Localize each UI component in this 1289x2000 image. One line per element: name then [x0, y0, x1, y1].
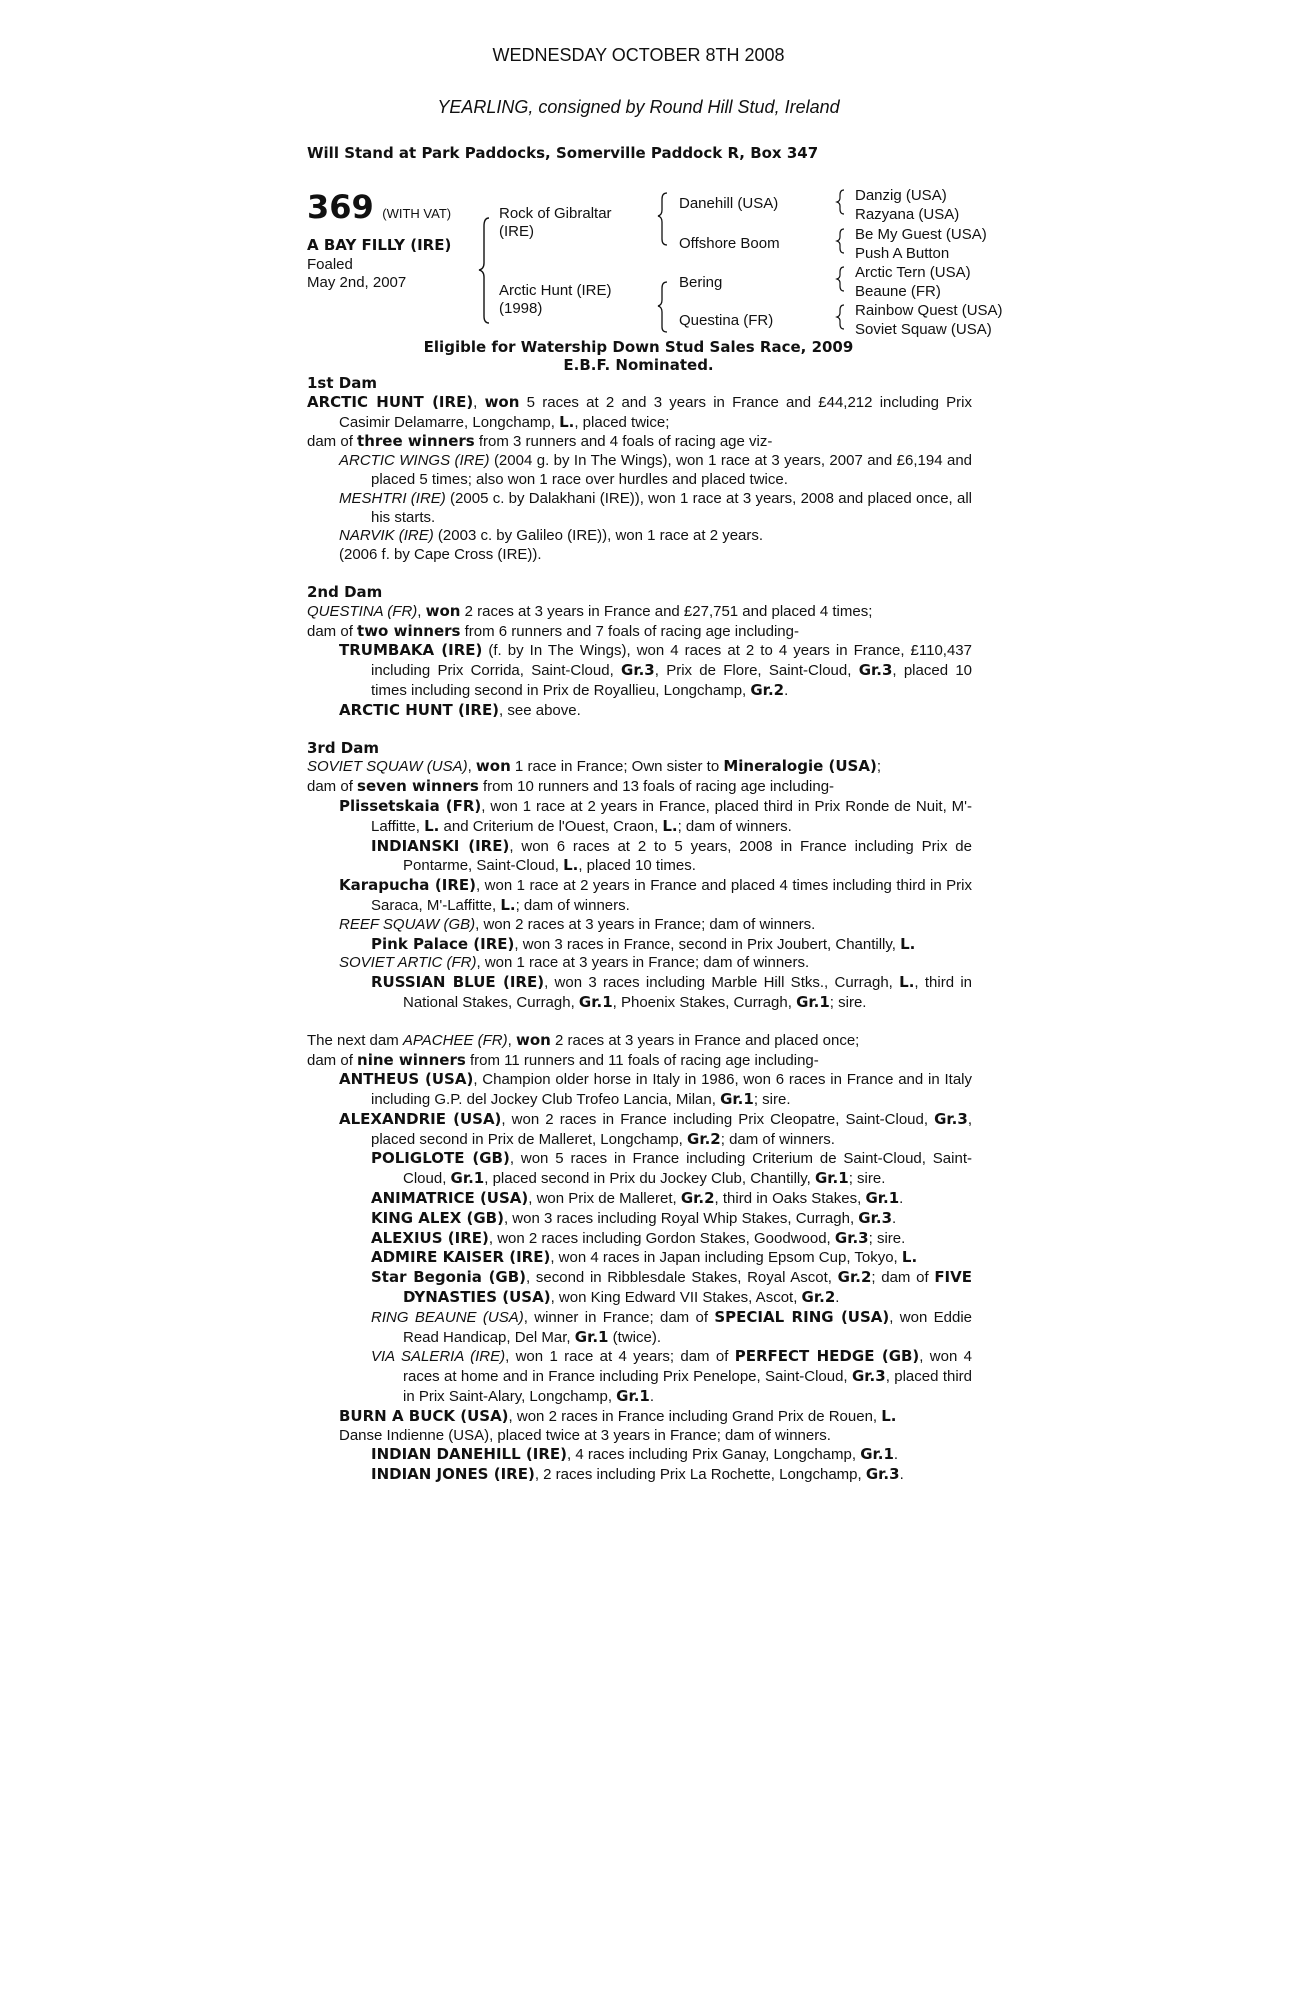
section-heading-2nd-dam: 2nd Dam [307, 582, 383, 601]
eligibility-note [307, 338, 970, 374]
third-dam-grand-offspring-1: INDIANSKI (IRE), won 6 races at 2 to 5 years, 2008 in France including Prix de Pontarme, Saint-Cloud, L., placed 10 times. [371, 836, 972, 875]
dam-name: Arctic Hunt (IRE) [499, 282, 612, 299]
third-dam-grand-offspring-2: Pink Palace (IRE), won 3 races in France, second in Prix Joubert, Chantilly, L. [371, 934, 916, 953]
pedigree-gen2-4: Questina (FR) [679, 312, 774, 329]
next-dam-produce-summary: dam of nine winners from 11 runners and 11 foals of racing age including- [307, 1050, 819, 1069]
pedigree-gen3-1: Danzig (USA) [855, 187, 947, 204]
eligibility-line-2: E.B.F. Nominated. [563, 356, 714, 374]
lot-number: 369 [307, 188, 374, 226]
second-dam-offspring-1: TRUMBAKA (IRE) (f. by In The Wings), won 4 races at 2 to 4 years in France, £110,437 including Prix Corrida, Saint-Cloud, Gr.3, Prix de Flore, Saint-Cloud, Gr.3, placed 10 times including second in Prix de Royallieu, Longchamp, Gr.2. [339, 641, 973, 699]
next-dam-grand-offspring-7: RING BEAUNE (USA), winner in France; dam of SPECIAL RING (USA), won Eddie Read Handicap, Del Mar, Gr.1 (twice). [371, 1307, 973, 1346]
stand-location: Will Stand at Park Paddocks, Somerville Paddock R, Box 347 [307, 144, 819, 162]
first-dam-offspring-3: NARVIK (IRE) (2003 c. by Galileo (IRE)), won 1 race at 2 years. [339, 527, 764, 545]
next-dam-offspring-2: ALEXANDRIE (USA), won 2 races in France including Prix Cleopatre, Saint-Cloud, Gr.3, placed second in Prix de Malleret, Longchamp, Gr.2; dam of winners. [339, 1109, 972, 1148]
next-dam-grand-offspring-3: KING ALEX (GB), won 3 races including Royal Whip Stakes, Curragh, Gr.3. [371, 1208, 897, 1227]
next-dam-grand-offspring-4: ALEXIUS (IRE), won 2 races including Gordon Stakes, Goodwood, Gr.3; sire. [371, 1228, 906, 1247]
pedigree-gen3-8: Soviet Squaw (USA) [855, 321, 992, 338]
catalogue-body [307, 374, 972, 1485]
pedigree-gen2-1: Danehill (USA) [679, 195, 779, 212]
foaled-date: May 2nd, 2007 [307, 274, 407, 291]
sale-date: WEDNESDAY OCTOBER 8TH 2008 [492, 45, 785, 65]
third-dam-record: SOVIET SQUAW (USA), won 1 race in France; Own sister to Mineralogie (USA); [307, 757, 881, 776]
third-dam-offspring-2: Karapucha (IRE), won 1 race at 2 years in France and placed 4 times including third in Prix Saraca, M'-Laffitte, L.; dam of winners. [339, 876, 972, 914]
first-dam-record: ARCTIC HUNT (IRE), won 5 races at 2 and 3 years in France and £44,212 including Prix Casimir Delamarre, Longchamp, L., placed twice; [307, 392, 972, 431]
third-dam-offspring-3: REEF SQUAW (GB), won 2 races at 3 years in France; dam of winners. [339, 915, 816, 933]
next-dam-grand-offspring-5: ADMIRE KAISER (IRE), won 4 races in Japan including Epsom Cup, Tokyo, L. [371, 1248, 918, 1267]
vat-note: (WITH VAT) [382, 206, 452, 221]
pedigree-dam [499, 282, 612, 318]
next-dam-record: The next dam APACHEE (FR), won 2 races at 3 years in France and placed once; [307, 1030, 860, 1049]
pedigree-gen3-7: Rainbow Quest (USA) [855, 302, 1003, 319]
second-dam-produce-summary: dam of two winners from 6 runners and 7 foals of racing age including- [307, 621, 799, 640]
pedigree-sire [499, 205, 612, 241]
first-dam-produce-summary: dam of three winners from 3 runners and 4 foals of racing age viz- [307, 432, 773, 451]
pedigree-gen3-6: Beaune (FR) [855, 283, 941, 300]
next-dam-grand-offspring-6: Star Begonia (GB), second in Ribblesdale Stakes, Royal Ascot, Gr.2; dam of FIVE DYNASTIES (USA), won King Edward VII Stakes, Ascot, Gr.2. [371, 1268, 972, 1307]
next-dam-grand-offspring-2: ANIMATRICE (USA), won Prix de Malleret, Gr.2, third in Oaks Stakes, Gr.1. [371, 1189, 904, 1208]
first-dam-offspring-4: (2006 f. by Cape Cross (IRE)). [339, 546, 542, 564]
next-dam-offspring-1: ANTHEUS (USA), Champion older horse in Italy in 1986, won 6 races in France and in Italy including G.P. del Jockey Club Trofeo Lancia, Milan, Gr.1; sire. [339, 1070, 972, 1109]
pedigree-gen3-3: Be My Guest (USA) [855, 226, 987, 243]
eligibility-line-1: Eligible for Watership Down Stud Sales Race, 2009 [423, 338, 854, 356]
horse-name: A BAY FILLY (IRE) [307, 236, 452, 254]
next-dam-grand-offspring-1: POLIGLOTE (GB), won 5 races in France including Criterium de Saint-Cloud, Saint-Cloud, Gr.1, placed second in Prix du Jockey Club, Chantilly, Gr.1; sire. [371, 1149, 972, 1188]
pedigree-gen3-5: Arctic Tern (USA) [855, 264, 971, 281]
first-dam-offspring-2: MESHTRI (IRE) (2005 c. by Dalakhani (IRE)), won 1 race at 3 years, 2008 and placed once, all his starts. [339, 489, 972, 526]
sire-name: Rock of Gibraltar [499, 205, 612, 222]
pedigree-gen2-3: Bering [679, 274, 723, 291]
third-dam-produce-summary: dam of seven winners from 10 runners and 13 foals of racing age including- [307, 777, 835, 796]
next-dam-grand-offspring-9: INDIAN DANEHILL (IRE), 4 races including Prix Ganay, Longchamp, Gr.1. [371, 1445, 899, 1464]
dam-year: (1998) [499, 300, 543, 317]
next-dam-grand-offspring-8: VIA SALERIA (IRE), won 1 race at 4 years; dam of PERFECT HEDGE (GB), won 4 races at home and in France including Prix Penelope, Saint-Cloud, Gr.3, placed third in Prix Saint-Alary, Longchamp, Gr.1. [371, 1347, 972, 1406]
section-heading-1st-dam: 1st Dam [307, 374, 377, 392]
consignment-line: YEARLING, consigned by Round Hill Stud, Ireland [437, 97, 840, 117]
next-dam-offspring-3: BURN A BUCK (USA), won 2 races in France including Grand Prix de Rouen, L. [339, 1406, 897, 1425]
sire-origin: (IRE) [499, 223, 534, 240]
pedigree-gen3-2: Razyana (USA) [855, 206, 960, 223]
next-dam-offspring-4: Danse Indienne (USA), placed twice at 3 years in France; dam of winners. [339, 1426, 831, 1444]
third-dam-offspring-4: SOVIET ARTIC (FR), won 1 race at 3 years in France; dam of winners. [339, 954, 810, 972]
pedigree-gen3-4: Push A Button [855, 245, 950, 262]
second-dam-offspring-2: ARCTIC HUNT (IRE), see above. [339, 700, 581, 719]
foaled-label: Foaled [307, 256, 353, 273]
next-dam-grand-offspring-10: INDIAN JONES (IRE), 2 races including Prix La Rochette, Longchamp, Gr.3. [371, 1465, 904, 1484]
second-dam-record: QUESTINA (FR), won 2 races at 3 years in France and £27,751 and placed 4 times; [307, 601, 873, 620]
first-dam-offspring-1: ARCTIC WINGS (IRE) (2004 g. by In The Wings), won 1 race at 3 years, 2007 and £6,194 and placed 5 times; also won 1 race over hurdles and placed twice. [339, 452, 972, 488]
section-heading-3rd-dam: 3rd Dam [307, 738, 379, 757]
pedigree-gen2-2: Offshore Boom [679, 235, 780, 252]
third-dam-grand-offspring-3: RUSSIAN BLUE (IRE), won 3 races including Marble Hill Stks., Curragh, L., third in National Stakes, Curragh, Gr.1, Phoenix Stakes, Curragh, Gr.1; sire. [371, 973, 973, 1011]
third-dam-offspring-1: Plissetskaia (FR), won 1 race at 2 years in France, placed third in Prix Ronde de Nuit, M'-Laffitte, L. and Criterium de l'Ouest, Craon, L.; dam of winners. [339, 796, 973, 835]
